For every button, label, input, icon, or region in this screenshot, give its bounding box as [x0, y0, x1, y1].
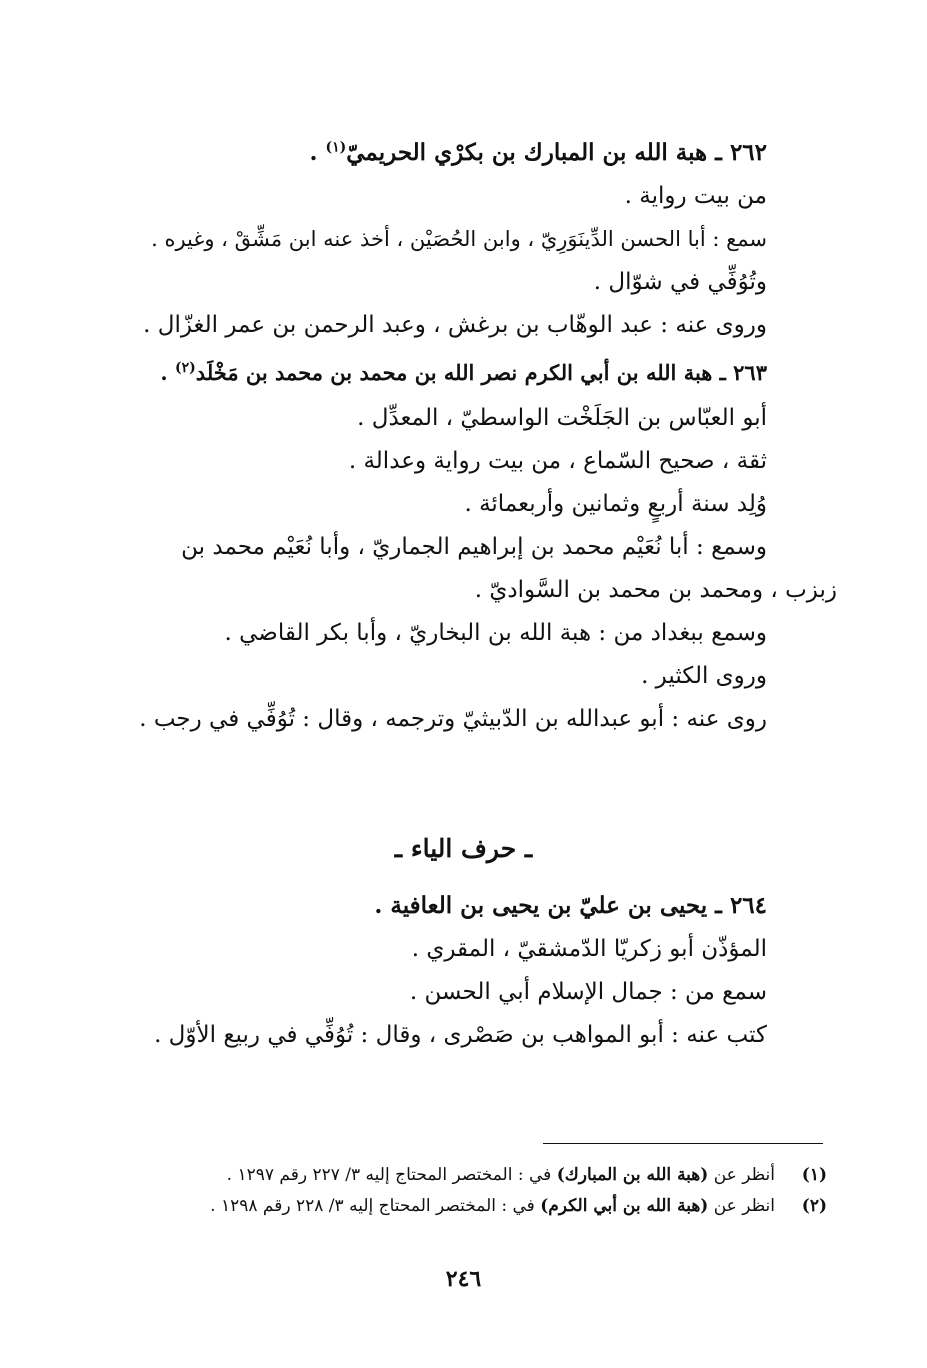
footnote-divider — [543, 1143, 823, 1144]
entry-262-line: من بيت رواية . — [624, 183, 767, 209]
entry-263-line: ثقة ، صحيح السّماع ، من بيت رواية وعدالة . — [348, 448, 767, 474]
entry-264-line: كتب عنه : أبو المواهب بن صَصْرى ، وقال : تُوُفِّي في ربيع الأوّل . — [154, 1022, 767, 1048]
footnote-subject: (هبة الله بن المبارك) — [556, 1165, 709, 1185]
footnote-source: في : المختصر المحتاج إليه ٣/ ٢٢٧ رقم ١٢٩٧ . — [226, 1165, 557, 1185]
entry-262-heading — [130, 132, 767, 174]
footnote-2 — [120, 1191, 827, 1221]
footnote-text: أنظر عن — [708, 1165, 775, 1185]
entry-264-line: المؤذّن أبو زكريّا الدّمشقيّ ، المقري . — [411, 936, 767, 962]
entry-263-line: وروى الكثير . — [641, 663, 767, 689]
entry-263-heading-end: . — [160, 360, 176, 385]
entry-263-title: ٢٦٣ ـ هبة الله بن أبي الكرم نصر الله بن محمد بن محمد بن مَخْلَد — [195, 360, 767, 385]
section-title: ـ حرف الياء ـ — [394, 834, 533, 863]
footnote-ref-1[interactable]: (١) — [325, 139, 347, 156]
entry-264-line: سمع من : جمال الإسلام أبي الحسن . — [409, 979, 767, 1005]
entry-262-title: ٢٦٢ ـ هبة الله بن المبارك بن بكرْي الحريميّ — [346, 139, 767, 166]
entry-262-line: سمع : أبا الحسن الدِّينَوَرِيّ ، وابن الحُصَيْن ، أخذ عنه ابن مَشِّقْ ، وغيره . — [151, 227, 767, 251]
footnote-1 — [120, 1160, 827, 1190]
entry-262-line: وروى عنه : عبد الوهّاب بن برغش ، وعبد الرحمن بن عمر الغزّال . — [143, 312, 767, 338]
entry-263-line: وُلِد سنة أربعٍ وثمانين وأربعمائة . — [464, 491, 767, 517]
entry-263-line: زبزب ، ومحمد بن محمد بن السَّواديّ . — [474, 577, 837, 603]
entry-263-heading — [130, 352, 767, 394]
entry-262-line: وتُوُفِّي في شوّال . — [593, 269, 767, 295]
page-number: ٢٤٦ — [445, 1266, 482, 1292]
footnote-number: (٢) — [801, 1196, 827, 1216]
footnote-subject: (هبة الله بن أبي الكرم) — [540, 1196, 709, 1216]
entry-263-line: وسمع ببغداد من : هبة الله بن البخاريّ ، وأبا بكر القاضي . — [224, 620, 767, 646]
footnote-ref-2[interactable]: (٢) — [175, 360, 196, 376]
footnote-text: انظر عن — [708, 1196, 775, 1216]
footnote-source: في : المختصر المحتاج إليه ٣/ ٢٢٨ رقم ١٢٩٨ . — [210, 1196, 541, 1216]
entry-264-heading: ٢٦٤ ـ يحيى بن عليّ بن يحيى بن العافية . — [374, 892, 767, 919]
entry-263-line: أبو العبّاس بن الجَلَخْت الواسطيّ ، المعدِّل . — [357, 405, 767, 431]
entry-262-heading-end: . — [309, 139, 326, 166]
entry-263-line: روى عنه : أبو عبدالله بن الدّبيثيّ وترجمه ، وقال : تُوُفِّي في رجب . — [139, 706, 767, 732]
footnote-number: (١) — [801, 1165, 827, 1185]
entry-263-line: وسمع : أبا نُعَيْم محمد بن إبراهيم الجماريّ ، وأبا نُعَيْم محمد بن — [181, 534, 767, 560]
